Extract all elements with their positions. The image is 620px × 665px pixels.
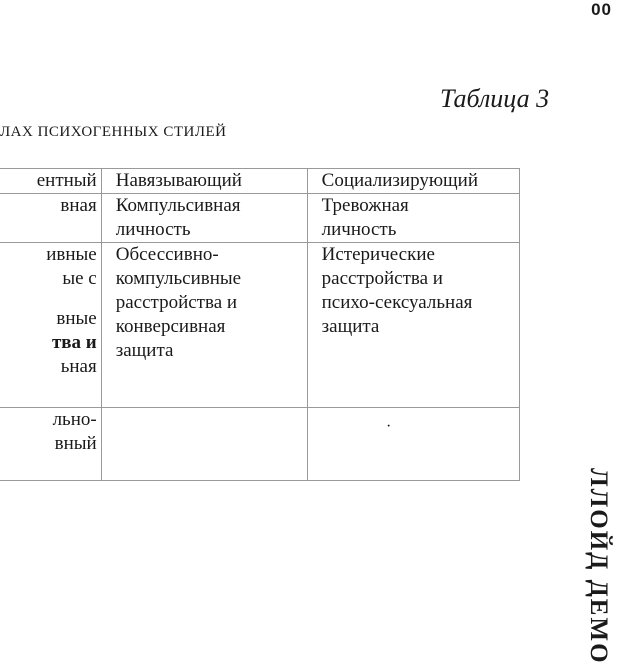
table-title: ЛАХ ПСИХОГЕННЫХ СТИЛЕЙ: [0, 124, 227, 140]
cell-text: Тревожная: [321, 195, 409, 216]
styles-table: [0, 168, 520, 481]
page-number: 00: [591, 0, 612, 19]
cell-text: Истерические: [321, 244, 435, 265]
cell-text: психо-сексуальная: [321, 292, 473, 313]
cell-text: вные: [56, 308, 97, 329]
header-cell: ентный: [0, 169, 101, 194]
cell-text: Обсессивно-: [115, 244, 219, 265]
table-cell: [307, 194, 519, 243]
cell-text: расстройства и: [115, 292, 238, 313]
cell-text: ьная: [60, 356, 97, 377]
cell-text: вный: [54, 433, 97, 454]
table-cell: [0, 194, 101, 243]
cell-text: ые с: [62, 268, 97, 289]
table-cell: [0, 243, 101, 408]
cell-text: ивные: [46, 244, 97, 265]
spine-text: ЛЛОЙД ДЕМО: [585, 468, 612, 665]
header-cell: Социализирующий: [307, 169, 519, 194]
table-caption: Таблица 3: [440, 84, 550, 113]
cell-text: вная: [60, 195, 97, 216]
cell-gap: [0, 291, 97, 307]
header-cell: Навязывающий: [101, 169, 307, 194]
table-row: [0, 408, 520, 481]
cell-text: Компульсивная: [115, 195, 241, 216]
table-header-row: [0, 169, 520, 194]
table-cell: [101, 243, 307, 408]
table-row: [0, 243, 520, 408]
cell-text: защита: [115, 340, 174, 361]
table-cell-empty: [307, 408, 519, 481]
table-cell: [307, 243, 519, 408]
cell-text: компульсивные: [115, 268, 242, 289]
cell-text: расстройства и: [321, 268, 443, 289]
cell-text: личность: [321, 219, 397, 240]
table-cell: [101, 194, 307, 243]
cell-text: льно-: [52, 409, 97, 430]
cell-text: тва и: [51, 332, 97, 353]
stray-mark: ·: [386, 418, 392, 435]
cell-text: конверсивная: [115, 316, 226, 337]
table-cell-empty: [101, 408, 307, 481]
table-cell: [0, 408, 101, 481]
cell-text: защита: [321, 316, 380, 337]
cell-text: личность: [115, 219, 191, 240]
table-row: [0, 194, 520, 243]
